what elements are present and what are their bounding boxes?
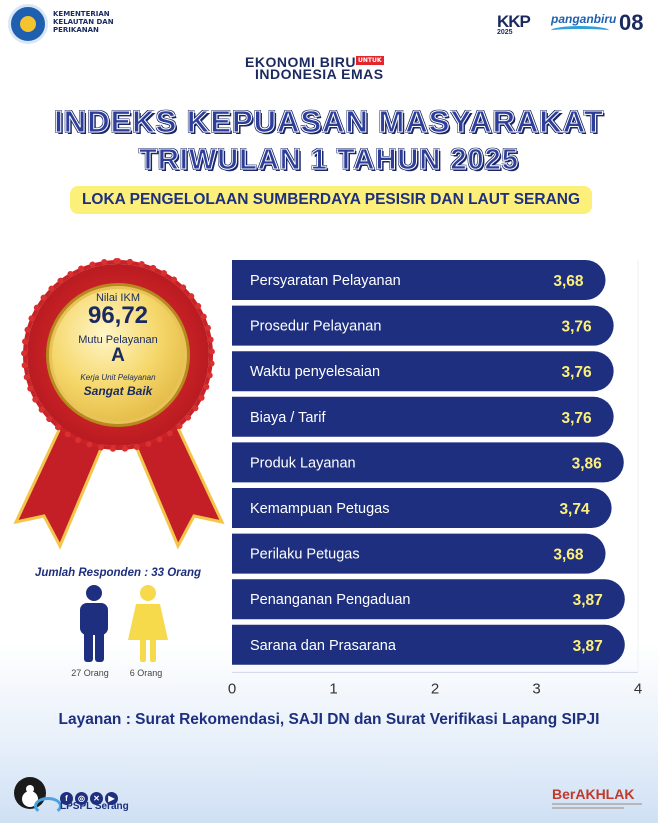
kkp-year: 2025 (497, 29, 513, 36)
berakhlak-logo: BerAKHLAK (552, 786, 635, 802)
respondents-title: Jumlah Responden : 33 Orang (34, 567, 202, 579)
bar-category-label: Persyaratan Pelayanan (250, 273, 401, 289)
unit-performance-value: Sangat Baik (83, 384, 153, 398)
x-tick-label: 3 (532, 680, 541, 695)
male-person-icon (74, 584, 114, 664)
ikm-score-label: Nilai IKM (95, 292, 140, 304)
bar-value-label: 3,76 (561, 364, 592, 382)
bar-category-label: Produk Layanan (250, 455, 356, 472)
female-person-icon (126, 584, 170, 664)
bar-category-label: Kemampuan Petugas (250, 501, 390, 517)
page-title-line1: INDEKS KEPUASAN MASYARAKAT (54, 104, 604, 139)
page-subtitle: LOKA PENGELOLAAN SUMBERDAYA PESISIR DAN LAUT SERANG (70, 186, 592, 214)
ikm-bar-chart (222, 250, 652, 695)
female-respondent-count: 6 Orang (129, 668, 163, 678)
kkp-logo (8, 4, 48, 44)
pangan-biru-logo: panganbiru (551, 12, 617, 26)
bar-value-label: 3,76 (561, 318, 592, 336)
x-icon[interactable]: ✕ (90, 792, 103, 805)
facebook-icon[interactable]: f (60, 792, 73, 805)
berakhlak-tagline (552, 803, 642, 813)
ekonomi-biru-line1: EKONOMI BIRU (245, 54, 356, 70)
page-title-line2: TRIWULAN 1 TAHUN 2025 (139, 144, 519, 176)
bar-category-label: Biaya / Tarif (250, 409, 326, 426)
pangan-biru-wave (551, 26, 609, 35)
bar-category-label: Penanganan Pengaduan (250, 592, 411, 609)
unit-performance-label: Kerja Unit Pelayanan (80, 373, 156, 382)
x-tick-label: 2 (430, 680, 440, 695)
x-tick-label: 4 (633, 680, 643, 695)
kkp-logo-text: KKP (497, 12, 530, 31)
bar-value-label: 3,74 (559, 501, 590, 518)
service-quality-value: A (111, 345, 125, 366)
ministry-name: KEMENTERIAN KELAUTAN DAN PERIKANAN (53, 10, 114, 34)
bar-value-label: 3,87 (572, 637, 603, 655)
bar-value-label: 3,86 (571, 455, 602, 473)
ekonomi-biru-line2: INDONESIA EMAS (255, 66, 384, 82)
x-tick-label: 0 (227, 680, 237, 695)
lpspl-logo-icon (34, 797, 62, 815)
bar-value-label: 3,87 (572, 592, 603, 610)
bar-category-label: Perilaku Petugas (250, 546, 360, 563)
youtube-icon[interactable]: ▶ (105, 792, 118, 805)
bar-value-label: 3,76 (561, 409, 592, 427)
bar-value-label: 3,68 (553, 273, 584, 290)
logo-08: 08 (619, 10, 644, 35)
kkp-2025-logo (497, 12, 530, 36)
bar-value-label: 3,68 (553, 546, 584, 564)
ekonomi-untuk-tag: UNTUK (358, 57, 382, 64)
account-name: LPSPL Serang (60, 801, 129, 812)
x-tick-label: 1 (329, 680, 338, 695)
ikm-score-value: 96,72 (87, 302, 149, 329)
service-quality-label: Mutu Pelayanan (78, 334, 158, 346)
bar-category-label: Waktu penyelesaian (250, 364, 381, 381)
bar-category-label: Sarana dan Prasarana (250, 637, 396, 654)
male-respondent-count: 27 Orang (71, 668, 109, 678)
services-text: Layanan : Surat Rekomendasi, SAJI DN dan Surat Verifikasi Lapang SIPJI (58, 711, 600, 728)
bar-category-label: Prosedur Pelayanan (250, 318, 382, 335)
instagram-icon[interactable]: ◎ (75, 792, 88, 805)
